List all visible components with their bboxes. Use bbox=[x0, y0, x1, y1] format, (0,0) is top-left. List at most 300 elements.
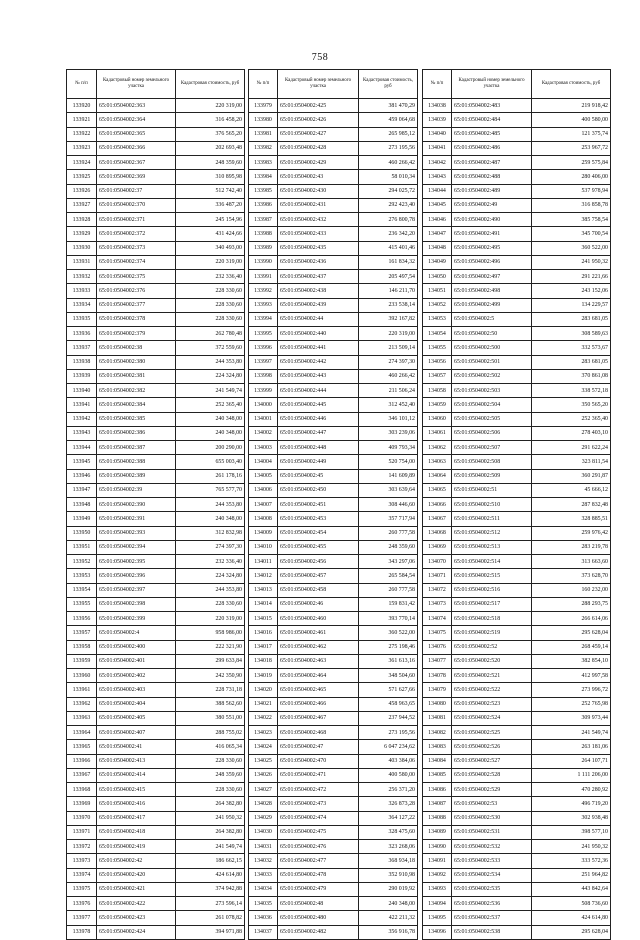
cadastral-value: 382 854,10 bbox=[532, 654, 611, 668]
cadastral-number: 65:01:0504002:420 bbox=[97, 868, 176, 882]
row-number: 133947 bbox=[67, 483, 97, 497]
cadastral-number: 65:01:0504002:375 bbox=[97, 270, 176, 284]
cadastral-value: 228 330,60 bbox=[176, 284, 245, 298]
row-number: 134058 bbox=[423, 384, 452, 398]
cadastral-value: 309 973,44 bbox=[532, 711, 611, 725]
cadastral-value: 275 198,46 bbox=[359, 640, 418, 654]
cadastral-value: 323 811,54 bbox=[532, 455, 611, 469]
cadastral-value: 260 777,58 bbox=[359, 583, 418, 597]
cadastral-value: 200 290,00 bbox=[176, 441, 245, 455]
table-row bbox=[423, 626, 611, 640]
table-row bbox=[423, 483, 611, 497]
header-cadastral-number: Кадастровый номер земельного участка bbox=[452, 70, 532, 99]
table-row bbox=[67, 882, 245, 896]
cadastral-value: 264 382,80 bbox=[176, 797, 245, 811]
row-number: 133929 bbox=[67, 227, 97, 241]
cadastral-number: 65:01:0504002:436 bbox=[278, 255, 359, 269]
cadastral-value: 263 181,06 bbox=[532, 740, 611, 754]
row-number: 134051 bbox=[423, 284, 452, 298]
cadastral-value: 348 504,60 bbox=[359, 669, 418, 683]
cadastral-number: 65:01:0504002:487 bbox=[452, 156, 532, 170]
table-row bbox=[67, 768, 245, 782]
row-number: 134048 bbox=[423, 241, 452, 255]
cadastral-value: 308 589,63 bbox=[532, 327, 611, 341]
table-row bbox=[249, 640, 418, 654]
row-number: 133996 bbox=[249, 341, 278, 355]
table-row bbox=[249, 141, 418, 155]
cadastral-value: 265 985,12 bbox=[359, 127, 418, 141]
table-row bbox=[423, 312, 611, 326]
cadastral-number: 65:01:0504002:495 bbox=[452, 241, 532, 255]
row-number: 133970 bbox=[67, 811, 97, 825]
cadastral-number: 65:01:0504002:506 bbox=[452, 426, 532, 440]
cadastral-number: 65:01:0504002:503 bbox=[452, 384, 532, 398]
cadastral-number: 65:01:0504002:366 bbox=[97, 141, 176, 155]
cadastral-number: 65:01:0504002:472 bbox=[278, 783, 359, 797]
row-number: 133951 bbox=[67, 540, 97, 554]
table-header-row bbox=[423, 70, 611, 99]
cadastral-value: 211 506,24 bbox=[359, 384, 418, 398]
row-number: 134090 bbox=[423, 840, 452, 854]
header-num: № п/п bbox=[249, 70, 278, 99]
row-number: 134011 bbox=[249, 555, 278, 569]
cadastral-number: 65:01:0504002:498 bbox=[452, 284, 532, 298]
cadastral-number: 65:01:0504002:387 bbox=[97, 441, 176, 455]
cadastral-number: 65:01:0504002:520 bbox=[452, 654, 532, 668]
cadastral-value: 237 944,52 bbox=[359, 711, 418, 725]
table-row bbox=[67, 369, 245, 383]
cadastral-number: 65:01:0504002:367 bbox=[97, 156, 176, 170]
cadastral-number: 65:01:0504002:441 bbox=[278, 341, 359, 355]
cadastral-number: 65:01:0504002:514 bbox=[452, 555, 532, 569]
table-row bbox=[249, 184, 418, 198]
cadastral-value: 248 359,60 bbox=[359, 540, 418, 554]
row-number: 134054 bbox=[423, 327, 452, 341]
cadastral-value: 299 633,84 bbox=[176, 654, 245, 668]
table-row bbox=[249, 697, 418, 711]
cadastral-value: 328 885,51 bbox=[532, 512, 611, 526]
table-row bbox=[249, 255, 418, 269]
row-number: 134082 bbox=[423, 726, 452, 740]
cadastral-value: 259 976,42 bbox=[532, 526, 611, 540]
table-row bbox=[423, 911, 611, 925]
cadastral-number: 65:01:0504002:419 bbox=[97, 840, 176, 854]
cadastral-number: 65:01:0504002:39 bbox=[97, 483, 176, 497]
table-row bbox=[249, 241, 418, 255]
cadastral-value: 385 758,54 bbox=[532, 213, 611, 227]
cadastral-number: 65:01:0504002:474 bbox=[278, 811, 359, 825]
cadastral-number: 65:01:0504002:455 bbox=[278, 540, 359, 554]
cadastral-value: 220 319,00 bbox=[176, 612, 245, 626]
cadastral-number: 65:01:0504002:4 bbox=[97, 626, 176, 640]
cadastral-value: 460 266,42 bbox=[359, 369, 418, 383]
row-number: 134002 bbox=[249, 426, 278, 440]
cadastral-value: 357 717,94 bbox=[359, 512, 418, 526]
table-row bbox=[67, 441, 245, 455]
cadastral-value: 58 010,34 bbox=[359, 170, 418, 184]
table-row bbox=[249, 384, 418, 398]
cadastral-table-3 bbox=[422, 69, 611, 940]
row-number: 133923 bbox=[67, 141, 97, 155]
cadastral-value: 245 154,96 bbox=[176, 213, 245, 227]
cadastral-number: 65:01:0504002:463 bbox=[278, 654, 359, 668]
cadastral-number: 65:01:0504002:515 bbox=[452, 569, 532, 583]
cadastral-value: 370 861,08 bbox=[532, 369, 611, 383]
cadastral-number: 65:01:0504002:523 bbox=[452, 697, 532, 711]
cadastral-value: 146 211,70 bbox=[359, 284, 418, 298]
table-row bbox=[67, 170, 245, 184]
cadastral-value: 360 522,00 bbox=[532, 241, 611, 255]
cadastral-number: 65:01:0504002:528 bbox=[452, 768, 532, 782]
row-number: 134081 bbox=[423, 711, 452, 725]
cadastral-number: 65:01:0504002:530 bbox=[452, 811, 532, 825]
cadastral-value: 240 348,00 bbox=[176, 412, 245, 426]
cadastral-value: 274 397,30 bbox=[176, 540, 245, 554]
row-number: 134084 bbox=[423, 754, 452, 768]
cadastral-value: 264 382,80 bbox=[176, 825, 245, 839]
cadastral-number: 65:01:0504002:435 bbox=[278, 241, 359, 255]
cadastral-value: 312 832,98 bbox=[176, 526, 245, 540]
cadastral-value: 213 509,14 bbox=[359, 341, 418, 355]
cadastral-number: 65:01:0504002:365 bbox=[97, 127, 176, 141]
row-number: 134053 bbox=[423, 312, 452, 326]
cadastral-number: 65:01:0504002:404 bbox=[97, 697, 176, 711]
cadastral-number: 65:01:0504002:415 bbox=[97, 783, 176, 797]
cadastral-value: 287 832,48 bbox=[532, 498, 611, 512]
table-row bbox=[423, 868, 611, 882]
cadastral-value: 233 538,14 bbox=[359, 298, 418, 312]
table-row bbox=[423, 882, 611, 896]
row-number: 133975 bbox=[67, 882, 97, 896]
header-cadastral-number: Кадастровый номер земельного участка bbox=[97, 70, 176, 99]
row-number: 134047 bbox=[423, 227, 452, 241]
cadastral-number: 65:01:0504002:484 bbox=[452, 113, 532, 127]
cadastral-value: 159 831,42 bbox=[359, 597, 418, 611]
cadastral-number: 65:01:0504002:407 bbox=[97, 726, 176, 740]
row-number: 134023 bbox=[249, 726, 278, 740]
table-row bbox=[423, 227, 611, 241]
cadastral-value: 45 666,12 bbox=[532, 483, 611, 497]
cadastral-value: 241 549,74 bbox=[176, 840, 245, 854]
cadastral-number: 65:01:0504002:527 bbox=[452, 754, 532, 768]
cadastral-number: 65:01:0504002:497 bbox=[452, 270, 532, 284]
table-row bbox=[67, 669, 245, 683]
row-number: 134076 bbox=[423, 640, 452, 654]
row-number: 133948 bbox=[67, 498, 97, 512]
cadastral-number: 65:01:0504002:48 bbox=[278, 897, 359, 911]
header-cadastral-value: Кадастровая стоимость, руб bbox=[532, 70, 611, 99]
cadastral-number: 65:01:0504002:508 bbox=[452, 455, 532, 469]
table-row bbox=[249, 754, 418, 768]
cadastral-number: 65:01:0504002:525 bbox=[452, 726, 532, 740]
cadastral-number: 65:01:0504002:429 bbox=[278, 156, 359, 170]
cadastral-value: 228 731,18 bbox=[176, 683, 245, 697]
cadastral-value: 283 219,78 bbox=[532, 540, 611, 554]
cadastral-value: 398 577,10 bbox=[532, 825, 611, 839]
cadastral-value: 160 232,00 bbox=[532, 583, 611, 597]
cadastral-number: 65:01:0504002:389 bbox=[97, 469, 176, 483]
cadastral-number: 65:01:0504002:432 bbox=[278, 213, 359, 227]
table-row bbox=[67, 640, 245, 654]
table-row bbox=[423, 498, 611, 512]
table-row bbox=[249, 840, 418, 854]
cadastral-number: 65:01:0504002:37 bbox=[97, 184, 176, 198]
cadastral-number: 65:01:0504002:467 bbox=[278, 711, 359, 725]
row-number: 133962 bbox=[67, 697, 97, 711]
table-row bbox=[423, 555, 611, 569]
table-row bbox=[423, 369, 611, 383]
cadastral-value: 343 297,06 bbox=[359, 555, 418, 569]
cadastral-value: 361 613,16 bbox=[359, 654, 418, 668]
table-row bbox=[67, 526, 245, 540]
cadastral-value: 295 628,04 bbox=[532, 925, 611, 939]
row-number: 133932 bbox=[67, 270, 97, 284]
cadastral-number: 65:01:0504002:439 bbox=[278, 298, 359, 312]
table-row bbox=[67, 198, 245, 212]
cadastral-value: 248 359,60 bbox=[176, 156, 245, 170]
table-row bbox=[423, 298, 611, 312]
row-number: 133942 bbox=[67, 412, 97, 426]
cadastral-value: 273 996,72 bbox=[532, 683, 611, 697]
cadastral-number: 65:01:0504002:399 bbox=[97, 612, 176, 626]
row-number: 134035 bbox=[249, 897, 278, 911]
cadastral-number: 65:01:0504002:437 bbox=[278, 270, 359, 284]
cadastral-number: 65:01:0504002:457 bbox=[278, 569, 359, 583]
row-number: 133979 bbox=[249, 99, 278, 113]
row-number: 134072 bbox=[423, 583, 452, 597]
cadastral-value: 360 522,00 bbox=[359, 626, 418, 640]
cadastral-number: 65:01:0504002:401 bbox=[97, 654, 176, 668]
row-number: 134092 bbox=[423, 868, 452, 882]
cadastral-number: 65:01:0504002:531 bbox=[452, 825, 532, 839]
cadastral-number: 65:01:0504002:488 bbox=[452, 170, 532, 184]
row-number: 134052 bbox=[423, 298, 452, 312]
table-row bbox=[67, 925, 245, 939]
table-row bbox=[67, 99, 245, 113]
row-number: 134094 bbox=[423, 897, 452, 911]
row-number: 133938 bbox=[67, 355, 97, 369]
cadastral-number: 65:01:0504002:450 bbox=[278, 483, 359, 497]
table-row bbox=[67, 241, 245, 255]
table-row bbox=[67, 156, 245, 170]
row-number: 133987 bbox=[249, 213, 278, 227]
table-row bbox=[423, 897, 611, 911]
cadastral-number: 65:01:0504002:424 bbox=[97, 925, 176, 939]
row-number: 134074 bbox=[423, 612, 452, 626]
row-number: 134018 bbox=[249, 654, 278, 668]
row-number: 134020 bbox=[249, 683, 278, 697]
table-row bbox=[67, 711, 245, 725]
cadastral-value: 288 755,02 bbox=[176, 726, 245, 740]
cadastral-value: 243 152,06 bbox=[532, 284, 611, 298]
row-number: 134019 bbox=[249, 669, 278, 683]
row-number: 134064 bbox=[423, 469, 452, 483]
cadastral-number: 65:01:0504002:461 bbox=[278, 626, 359, 640]
cadastral-number: 65:01:0504002:47 bbox=[278, 740, 359, 754]
cadastral-value: 161 834,32 bbox=[359, 255, 418, 269]
row-number: 133944 bbox=[67, 441, 97, 455]
cadastral-value: 380 551,00 bbox=[176, 711, 245, 725]
row-number: 133927 bbox=[67, 198, 97, 212]
row-number: 133988 bbox=[249, 227, 278, 241]
row-number: 133986 bbox=[249, 198, 278, 212]
table-row bbox=[423, 113, 611, 127]
table-header-row bbox=[249, 70, 418, 99]
cadastral-number: 65:01:0504002:448 bbox=[278, 441, 359, 455]
table-row bbox=[67, 783, 245, 797]
table-row bbox=[423, 284, 611, 298]
cadastral-value: 373 628,70 bbox=[532, 569, 611, 583]
cadastral-value: 372 559,60 bbox=[176, 341, 245, 355]
table-row bbox=[67, 398, 245, 412]
table-row bbox=[249, 441, 418, 455]
cadastral-value: 274 397,30 bbox=[359, 355, 418, 369]
row-number: 133984 bbox=[249, 170, 278, 184]
cadastral-value: 313 663,60 bbox=[532, 555, 611, 569]
row-number: 134028 bbox=[249, 797, 278, 811]
cadastral-value: 273 195,56 bbox=[359, 141, 418, 155]
cadastral-number: 65:01:0504002:468 bbox=[278, 726, 359, 740]
row-number: 133936 bbox=[67, 327, 97, 341]
cadastral-value: 336 487,20 bbox=[176, 198, 245, 212]
cadastral-value: 403 384,06 bbox=[359, 754, 418, 768]
row-number: 134004 bbox=[249, 455, 278, 469]
table-row bbox=[423, 99, 611, 113]
cadastral-number: 65:01:0504002:477 bbox=[278, 854, 359, 868]
row-number: 133971 bbox=[67, 825, 97, 839]
cadastral-number: 65:01:0504002:414 bbox=[97, 768, 176, 782]
cadastral-value: 416 065,34 bbox=[176, 740, 245, 754]
cadastral-value: 186 662,15 bbox=[176, 854, 245, 868]
table-row bbox=[67, 141, 245, 155]
table-row bbox=[423, 669, 611, 683]
cadastral-value: 228 330,60 bbox=[176, 597, 245, 611]
cadastral-value: 312 452,40 bbox=[359, 398, 418, 412]
cadastral-number: 65:01:0504002:421 bbox=[97, 882, 176, 896]
row-number: 134041 bbox=[423, 141, 452, 155]
cadastral-value: 655 003,40 bbox=[176, 455, 245, 469]
row-number: 133997 bbox=[249, 355, 278, 369]
table-row bbox=[67, 113, 245, 127]
cadastral-number: 65:01:0504002:43 bbox=[278, 170, 359, 184]
cadastral-number: 65:01:0504002:396 bbox=[97, 569, 176, 583]
row-number: 134070 bbox=[423, 555, 452, 569]
cadastral-value: 228 330,60 bbox=[176, 754, 245, 768]
cadastral-number: 65:01:0504002:501 bbox=[452, 355, 532, 369]
table-row bbox=[67, 697, 245, 711]
cadastral-number: 65:01:0504002:371 bbox=[97, 213, 176, 227]
table-row bbox=[249, 683, 418, 697]
row-number: 134010 bbox=[249, 540, 278, 554]
cadastral-number: 65:01:0504002:513 bbox=[452, 540, 532, 554]
row-number: 134063 bbox=[423, 455, 452, 469]
cadastral-value: 244 353,80 bbox=[176, 498, 245, 512]
row-number: 133966 bbox=[67, 754, 97, 768]
cadastral-number: 65:01:0504002:499 bbox=[452, 298, 532, 312]
row-number: 133964 bbox=[67, 726, 97, 740]
table-row bbox=[249, 626, 418, 640]
table-row bbox=[67, 597, 245, 611]
table-row bbox=[67, 569, 245, 583]
cadastral-number: 65:01:0504002:480 bbox=[278, 911, 359, 925]
table-row bbox=[67, 683, 245, 697]
row-number: 134079 bbox=[423, 683, 452, 697]
cadastral-value: 332 573,67 bbox=[532, 341, 611, 355]
row-number: 134068 bbox=[423, 526, 452, 540]
table-row bbox=[423, 255, 611, 269]
cadastral-number: 65:01:0504002:479 bbox=[278, 882, 359, 896]
table-row bbox=[249, 583, 418, 597]
row-number: 134015 bbox=[249, 612, 278, 626]
table-row bbox=[249, 127, 418, 141]
table-row bbox=[67, 654, 245, 668]
cadastral-number: 65:01:0504002:536 bbox=[452, 897, 532, 911]
row-number: 134027 bbox=[249, 783, 278, 797]
table-row bbox=[249, 726, 418, 740]
cadastral-number: 65:01:0504002:376 bbox=[97, 284, 176, 298]
row-number: 134029 bbox=[249, 811, 278, 825]
table-row bbox=[67, 825, 245, 839]
table-row bbox=[67, 626, 245, 640]
table-row bbox=[423, 327, 611, 341]
cadastral-value: 288 293,75 bbox=[532, 597, 611, 611]
row-number: 134036 bbox=[249, 911, 278, 925]
row-number: 133961 bbox=[67, 683, 97, 697]
table-row bbox=[67, 498, 245, 512]
table-row bbox=[67, 227, 245, 241]
table-row bbox=[249, 312, 418, 326]
row-number: 134037 bbox=[249, 925, 278, 939]
cadastral-value: 283 681,05 bbox=[532, 312, 611, 326]
table-row bbox=[423, 270, 611, 284]
cadastral-value: 280 406,00 bbox=[532, 170, 611, 184]
row-number: 133960 bbox=[67, 669, 97, 683]
cadastral-number: 65:01:0504002:403 bbox=[97, 683, 176, 697]
cadastral-number: 65:01:0504002:38 bbox=[97, 341, 176, 355]
table-row bbox=[249, 369, 418, 383]
row-number: 133963 bbox=[67, 711, 97, 725]
row-number: 133952 bbox=[67, 555, 97, 569]
cadastral-value: 520 754,00 bbox=[359, 455, 418, 469]
row-number: 134007 bbox=[249, 498, 278, 512]
cadastral-value: 415 401,46 bbox=[359, 241, 418, 255]
cadastral-number: 65:01:0504002:447 bbox=[278, 426, 359, 440]
cadastral-value: 134 229,57 bbox=[532, 298, 611, 312]
row-number: 133945 bbox=[67, 455, 97, 469]
cadastral-number: 65:01:0504002:416 bbox=[97, 797, 176, 811]
table-row bbox=[423, 355, 611, 369]
table-row bbox=[249, 740, 418, 754]
table-row bbox=[249, 398, 418, 412]
cadastral-number: 65:01:0504002:5 bbox=[452, 312, 532, 326]
row-number: 133983 bbox=[249, 156, 278, 170]
table-row bbox=[249, 925, 418, 939]
cadastral-number: 65:01:0504002:423 bbox=[97, 911, 176, 925]
cadastral-number: 65:01:0504002:46 bbox=[278, 597, 359, 611]
row-number: 133924 bbox=[67, 156, 97, 170]
cadastral-value: 368 934,18 bbox=[359, 854, 418, 868]
cadastral-number: 65:01:0504002:516 bbox=[452, 583, 532, 597]
cadastral-number: 65:01:0504002:52 bbox=[452, 640, 532, 654]
cadastral-number: 65:01:0504002:510 bbox=[452, 498, 532, 512]
cadastral-number: 65:01:0504002:440 bbox=[278, 327, 359, 341]
row-number: 134003 bbox=[249, 441, 278, 455]
table-row bbox=[249, 227, 418, 241]
cadastral-value: 273 596,14 bbox=[176, 897, 245, 911]
cadastral-number: 65:01:0504002:49 bbox=[452, 198, 532, 212]
cadastral-value: 400 580,00 bbox=[359, 768, 418, 782]
cadastral-value: 412 997,58 bbox=[532, 669, 611, 683]
